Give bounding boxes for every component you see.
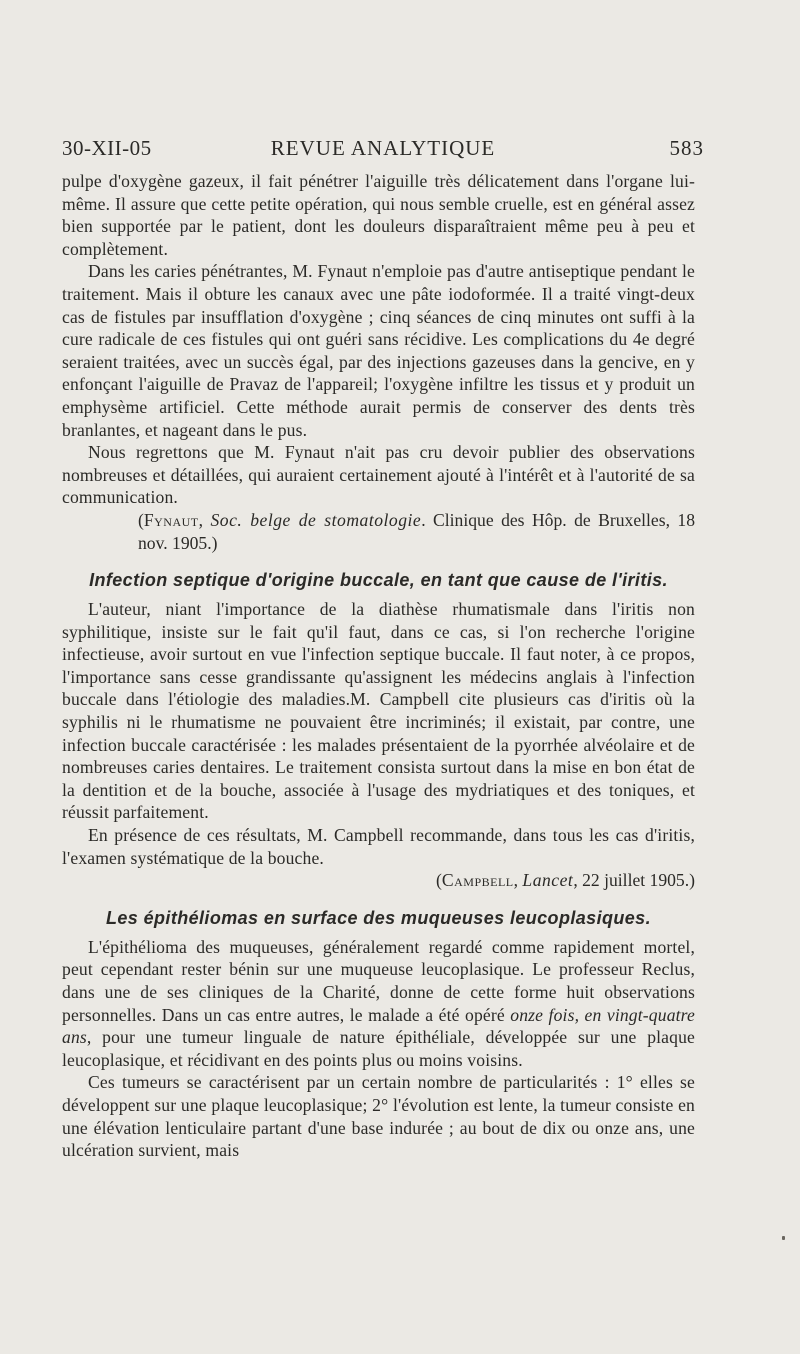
paragraph-continuation: pulpe d'oxygène gazeux, il fait pénétrer l'aiguille très délicatement dans l'organe lui-même. Il assure que cette petite opération, qui nous semble cruelle, est en général assez bien supportée par le patient, dont les douleurs disparaîtraient même peu à peu et complètement. [62, 171, 695, 259]
running-header [62, 136, 704, 162]
citation-journal: Soc. belge de stomatologie [210, 509, 422, 530]
header-date: 30-XII-05 [62, 136, 152, 160]
header-journal-title: REVUE ANALYTIQUE [270, 136, 496, 160]
paragraph-epithelioma: L'épithélioma des muqueuses, généralement regardé comme rapidement mortel, peut cependant rester bénin sur une muqueuse leucoplasique. Le professeur Reclus, dans une de ses cliniques de la Charité, donne de cette forme huit observations personnelles. Dans un cas entre autres, le malade a été opéré onze fois, en vingt-quatre ans, pour une tumeur linguale de nature épithéliale, développée sur une plaque leucoplasique, et récidivant en des points plus ou moins voisins. [62, 936, 695, 1070]
citation-author: Fynaut [143, 509, 199, 530]
section-title-epitheliomas: Les épithéliomas en surface des muqueuses leucoplasiques. [106, 907, 651, 928]
citation-author: Campbell [441, 870, 514, 891]
page-number: 583 [669, 136, 704, 160]
citation-fynaut: (Fynaut, Soc. belge de stomatologie. Clinique des Hôp. de Bruxelles, 18 nov. 1905.) [138, 509, 695, 553]
paragraph-campbell: En présence de ces résultats, M. Campbell recommande, dans tous les cas d'iritis, l'examen systématique de la bouche. [62, 825, 695, 868]
emphasis-text: onze fois, en vingt-quatre ans [62, 1004, 695, 1048]
scan-speck [782, 1236, 785, 1240]
citation-journal: Lancet [522, 870, 574, 891]
page-body [62, 170, 695, 1162]
paragraph-regret: Nous regrettons que M. Fynaut n'ait pas cru devoir publier des observations nombreuses et détaillées, qui auraient certainement ajouté à l'intérêt et à l'autorité de sa communication. [62, 442, 695, 508]
section-title-iritis: Infection septique d'origine buccale, en tant que cause de l'iritis. [89, 570, 668, 591]
paragraph-iritis: L'auteur, niant l'importance de la diathèse rhumatismale dans l'iritis non syphilitique, insiste sur le fait qu'il faut, dans ce cas, si l'on recherche l'origine infectieuse, avoir surtout en vue l'infection septique buccale. Il faut noter, à ce propos, l'importance sans cesse grandissante qu'assignent les médecins anglais à l'infection buccale dans l'étiologie des maladies.M. Campbell cite plusieurs cas d'iritis où la syphilis ni le rhumatisme ne pouvaient être incriminés; il existait, par contre, une infection buccale caractérisée : les malades présentaient de la pyorrhée alvéolaire et de nombreuses caries dentaires. Le traitement consista surtout dans la mise en bon état de la dentition et de la bouche, associée à l'usage des mydriatiques et des toniques, et réussit parfaitement. [62, 599, 695, 823]
paragraph-tumeurs: Ces tumeurs se caractérisent par un certain nombre de particularités : 1° elles se développent sur une plaque leucoplasique; 2° l'évolution est lente, la tumeur consiste en une élévation lenticulaire partant d'une base indurée ; au bout de dix ou onze ans, une ulcération survient, mais [62, 1072, 695, 1161]
citation-campbell: (Campbell, Lancet, 22 juillet 1905.) [436, 870, 695, 891]
paragraph-caries: Dans les caries pénétrantes, M. Fynaut n'emploie pas d'autre antiseptique pendant le traitement. Mais il obture les canaux avec une pâte iodoformée. Il a traité vingt-deux cas de fistules par insufflation d'oxygène ; cinq séances de cinq minutes ont suffi à la cure radicale de ces fistules qui ont guéri sans récidive. Les complications du 4e degré seraient traitées, avec un succès égal, par des injections gazeuses dans la gencive, en y enfonçant l'aiguille de Pravaz de l'appareil; l'oxygène infiltre les tissus et y produit un emphysème artificiel. Cette méthode aurait permis de conserver des dents très branlantes, et nageant dans le pus. [62, 261, 695, 440]
